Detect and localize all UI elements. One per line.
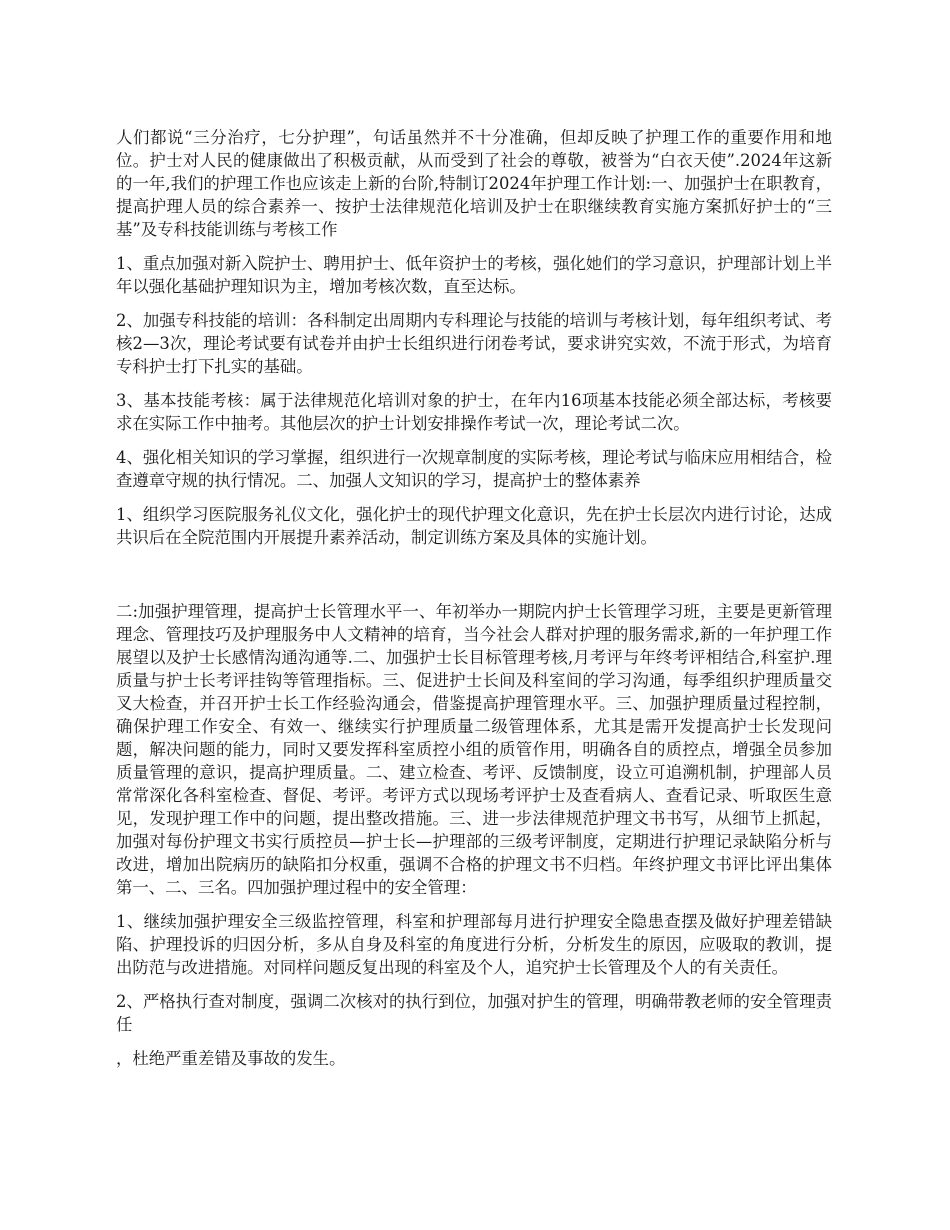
paragraph-humanities-1: 1、组织学习医院服务礼仪文化，强化护士的现代护理文化意识，先在护士长层次内进行讨论，达成共识后在全院范围内开展提升素养活动，制定训练方案及具体的实施计划。 [116, 505, 832, 547]
paragraph-management: 二:加强护理管理，提高护士长管理水平一、年初举办一期院内护士长管理学习班，主要是更新管理理念、管理技巧及护理服务中人文精神的培育，当今社会人群对护理的服务需求,新的一年护理工作展望以及护士长感情沟通沟通等.二、加强护士长目标管理考核,月考评与年终考评相结合,科室护.理质量与护士长考评挂钩等管理指标。三、促进护士长间及科室间的学习沟通，每季组织护理质量交叉大检查，并召开护士长工作经验沟通会，借鉴提高护理管理水平。三、加强护理质量过程控制，确保护理工作安全、有效一、继续实行护理质量二级管理体系，尤其是需开发提高护士长发现问题，解决问题的能力，同时又要发挥科室质控小组的质管作用，明确各自的质控点，增强全员参加质量管理的意识，提高护理质量。二、建立检查、考评、反馈制度，设立可追溯机制，护理部人员常常深化各科室检查、督促、考评。考评方式以现场考评护士及查看病人、查看记录、听取医生意见，发现护理工作中的问题，提出整改措施。三、进一步法律规范护理文书书写，从细节上抓起，加强对每份护理文书实行质控员—护士长—护理部的三级考评制度，定期进行护理记录缺陷分析与改进，增加出院病历的缺陷扣分权重，强调不合格的护理文书不归档。年终护理文书评比评出集体第一、二、三名。四加强护理过程中的安全管理： [116, 602, 832, 897]
paragraph-safety-1: 1、继续加强护理安全三级监控管理，科室和护理部每月进行护理安全隐患查摆及做好护理差错缺陷、护理投诉的归因分析，多从自身及科室的角度进行分析，分析发生的原因，应吸取的教训，提出防范与改进措施。对同样问题反复出现的科室及个人，追究护士长管理及个人的有关责任。 [116, 912, 832, 977]
paragraph-item-3: 3、基本技能考核：属于法律规范化培训对象的护士，在年内16项基本技能必须全部达标，考核要求在实际工作中抽考。其他层次的护士计划安排操作考试一次，理论考试二次。 [116, 391, 832, 433]
section-gap [116, 560, 832, 600]
paragraph-item-4: 4、强化相关知识的学习掌握，组织进行一次规章制度的实际考核，理论考试与临床应用相结合，检查遵章守规的执行情况。二、加强人文知识的学习，提高护士的整体素养 [116, 448, 832, 490]
paragraph-intro: 人们都说“三分治疗，七分护理”，句话虽然并不十分准确，但却反映了护理工作的重要作用和地位。护士对人民的健康做出了积极贡献，从而受到了社会的尊敬，被誉为“白衣天使”.2024年这新的一年,我们的护理工作也应该走上新的台阶,特制订2024年护理工作计划:一、加强护士在职教育，提高护理人员的综合素养一、按护士法律规范化培训及护士在职继续教育实施方案抓好护士的“三基”及专科技能训练与考核工作 [116, 128, 832, 239]
document-body [116, 126, 832, 1081]
paragraph-safety-2-continued: ，杜绝严重差错及事故的发生。 [116, 1049, 346, 1068]
paragraph-item-2: 2、加强专科技能的培训：各科制定出周期内专科理论与技能的培训与考核计划，每年组织考试、考核2—3次，理论考试要有试卷并由护士长组织进行闭卷考试，要求讲究实效，不流于形式，为培育专科护士打下扎实的基础。 [116, 311, 832, 376]
paragraph-safety-2: 2、严格执行查对制度，强调二次核对的执行到位，加强对护生的管理，明确带教老师的安全管理责任 [116, 992, 832, 1034]
paragraph-item-1: 1、重点加强对新入院护士、聘用护士、低年资护士的考核，强化她们的学习意识，护理部计划上半年以强化基础护理知识为主，增加考核次数，直至达标。 [116, 254, 832, 296]
